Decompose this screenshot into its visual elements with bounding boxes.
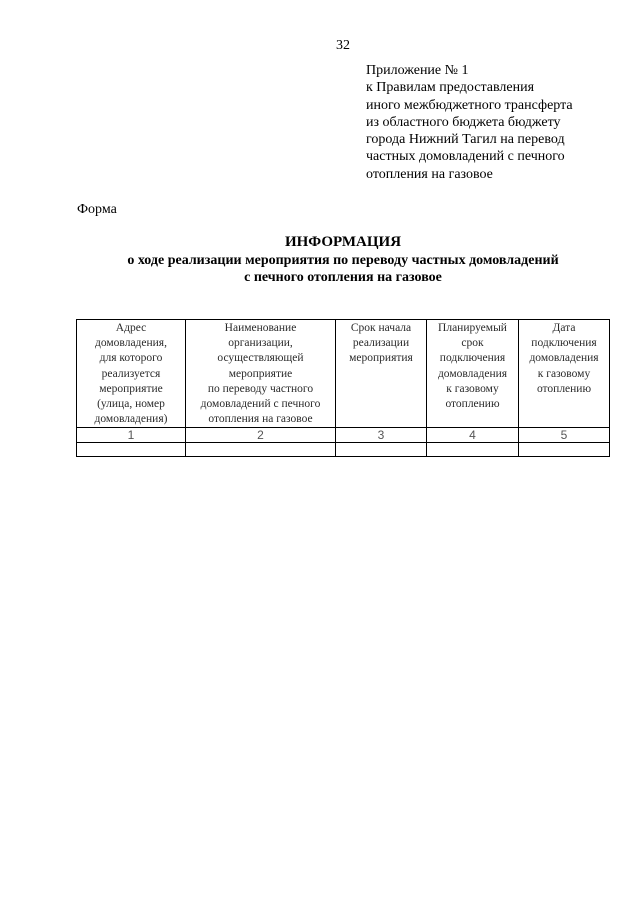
appendix-line: Приложение № 1: [366, 63, 469, 78]
column-header-connection-date: [519, 320, 610, 428]
appendix-line: из областного бюджета бюджету: [366, 114, 561, 130]
header-line: мероприятие: [99, 382, 163, 395]
header-line: отоплению: [445, 398, 500, 411]
header-line: мероприятия: [349, 352, 413, 365]
header-line: Планируемый: [438, 322, 507, 334]
report-table: [76, 319, 610, 457]
appendix-line: иного межбюджетного трансферта: [366, 97, 573, 113]
heading-title: ИНФОРМАЦИЯ: [284, 234, 402, 250]
appendix-line: частных домовладений с печного: [366, 149, 565, 165]
appendix-block: [366, 62, 626, 183]
header-line: осуществляющей: [217, 352, 304, 365]
column-number: 2: [186, 428, 336, 443]
header-line: организации,: [228, 337, 293, 350]
header-line: Наименование: [224, 322, 297, 334]
header-line: реализации: [352, 337, 410, 350]
appendix-line: к Правилам предоставления: [366, 80, 535, 96]
empty-cell: [519, 443, 610, 457]
column-number: 3: [336, 428, 427, 443]
header-line: подключения: [439, 352, 506, 365]
header-line: домовладения: [529, 352, 599, 365]
header-line: Срок начала: [350, 322, 412, 334]
report-table-container: [76, 319, 609, 457]
header-line: подключения: [531, 337, 597, 350]
empty-cell: [427, 443, 519, 457]
header-line: домовладения: [437, 367, 508, 380]
header-line: срок: [461, 337, 484, 350]
table-row: [77, 443, 610, 457]
header-line: отопления на газовое: [208, 413, 313, 426]
header-line: к газовому: [537, 367, 591, 380]
form-label: Форма: [77, 202, 117, 217]
header-line: домовладения): [94, 413, 168, 426]
header-line: мероприятие: [228, 367, 293, 380]
header-line: для которого: [99, 352, 163, 365]
header-line: отоплению: [536, 382, 592, 395]
table-header-row: [77, 320, 610, 428]
column-header-planned-date: [427, 320, 519, 428]
header-line: Адрес: [115, 322, 147, 334]
header-line: Дата: [552, 322, 576, 334]
document-heading: [77, 234, 609, 287]
heading-subtitle-line: с печного отопления на газовое: [244, 270, 442, 285]
empty-cell: [336, 443, 427, 457]
column-number: 4: [427, 428, 519, 443]
header-line: реализуется: [101, 367, 161, 380]
column-number: 1: [77, 428, 186, 443]
column-header-address: [77, 320, 186, 428]
column-header-start-date: [336, 320, 427, 428]
header-line: по переводу частного: [207, 382, 314, 395]
header-line: домовладений с печного: [200, 398, 321, 411]
column-number: 5: [519, 428, 610, 443]
appendix-line: города Нижний Тагил на перевод: [366, 132, 565, 148]
column-header-organization: [186, 320, 336, 428]
heading-subtitle-line: о ходе реализации мероприятия по переводу частных домовладений: [127, 252, 559, 268]
empty-cell: [77, 443, 186, 457]
header-line: к газовому: [446, 382, 499, 395]
header-line: домовладения,: [95, 337, 167, 350]
appendix-line: отопления на газовое: [366, 166, 493, 182]
page-number: 32: [336, 38, 350, 53]
empty-cell: [186, 443, 336, 457]
header-line: (улица, номер: [97, 398, 165, 411]
column-number-row: [77, 428, 610, 443]
